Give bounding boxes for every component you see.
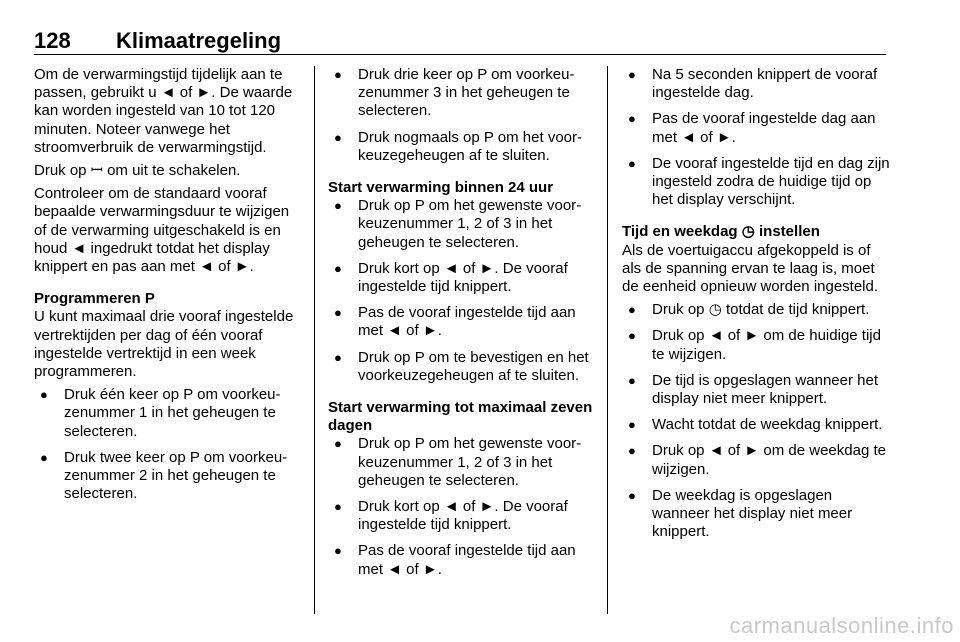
section-heading: Start verwarming binnen 24 uur	[328, 179, 554, 197]
column-1	[34, 66, 302, 511]
bullet-list	[622, 301, 890, 541]
list-item: ● De weekdag is opgeslagen wanneer het display niet meer knippert.	[622, 487, 890, 542]
paragraph: Om de verwarmingstijd tijdelijk aan te passen, gebruikt u ◄ of ►. De waarde kan worden ingesteld van 10 tot 120 minuten. Noteer vanwege het stroomverbruik de verwarmingstijd.	[34, 66, 293, 156]
list-item: ● Druk op ◄ of ► om de weekdag te wijzigen.	[622, 442, 890, 478]
bullet-list	[328, 66, 596, 165]
list-item: ● Druk kort op ◄ of ►. De vooraf ingestelde tijd knippert.	[328, 260, 596, 296]
list-item: ● Druk op P om het gewenste voorkeuzenummer 1, 2 of 3 in het geheugen te selecteren.	[328, 197, 596, 252]
list-item: ● Druk op ◷ totdat de tijd knippert.	[622, 301, 890, 319]
list-item: ● Na 5 seconden knippert de vooraf ingestelde dag.	[622, 66, 890, 102]
list-item: ● De vooraf ingestelde tijd en dag zijn ingesteld zodra de huidige tijd op het display verschijnt.	[622, 155, 890, 210]
chapter-title: Klimaatregeling	[116, 28, 282, 53]
paragraph: Druk op ꟷ om uit te schakelen.	[34, 162, 241, 180]
list-item: ● Druk nogmaals op P om het voorkeuzegeheugen af te sluiten.	[328, 129, 596, 165]
list-item: ● De tijd is opgeslagen wanneer het display niet meer knippert.	[622, 372, 890, 408]
section-heading: Programmeren P	[34, 290, 155, 308]
section-heading: Tijd en weekdag ◷ instellen	[622, 223, 820, 241]
list-item: ● Pas de vooraf ingestelde dag aan met ◄ of ►.	[622, 110, 890, 146]
list-item: ● Druk drie keer op P om voorkeuzenummer 3 in het geheugen te selecteren.	[328, 66, 596, 121]
column-divider	[607, 66, 608, 614]
page-number: 128	[34, 28, 71, 53]
paragraph: U kunt maximaal drie vooraf ingestelde vertrektijden per dag of één vooraf ingestelde vertrektijd in een week programmeren.	[34, 308, 294, 381]
watermark: carmanualsonline.info	[729, 613, 954, 638]
page-header	[34, 18, 886, 55]
list-item: ● Druk op P om het gewenste voorkeuzenummer 1, 2 of 3 in het geheugen te selecteren.	[328, 435, 596, 490]
bullet-list	[622, 66, 890, 209]
list-item: ● Wacht totdat de weekdag knippert.	[622, 416, 890, 434]
list-item: ● Pas de vooraf ingestelde tijd aan met ◄ of ►.	[328, 304, 596, 340]
list-item: ● Pas de vooraf ingestelde tijd aan met ◄ of ►.	[328, 542, 596, 578]
section-heading: Start verwarming tot maximaal zeven dagen	[328, 399, 593, 435]
list-item: ● Druk op P om te bevestigen en het voorkeuzegeheugen af te sluiten.	[328, 349, 596, 385]
bullet-list	[328, 435, 596, 578]
list-item: ● Druk kort op ◄ of ►. De vooraf ingestelde tijd knippert.	[328, 498, 596, 534]
bullet-list	[34, 386, 302, 503]
paragraph: Controleer om de standaard vooraf bepaalde verwarmingsduur te wijzigen of de verwarming uitgeschakeld is en houd ◄ ingedrukt totdat het display knippert en pas aan met ◄ of ►.	[34, 185, 290, 276]
list-item: ● Druk twee keer op P om voorkeuzenummer 2 in het geheugen te selecteren.	[34, 449, 302, 504]
list-item: ● Druk op ◄ of ► om de huidige tijd te wijzigen.	[622, 327, 890, 363]
column-3	[622, 66, 890, 549]
column-divider	[314, 66, 315, 614]
paragraph: Als de voertuigaccu afgekoppeld is of als de spanning ervan te laag is, moet de eenheid opnieuw worden ingesteld.	[622, 241, 879, 296]
list-item: ● Druk één keer op P om voorkeuzenummer 1 in het geheugen te selecteren.	[34, 386, 302, 441]
column-2	[328, 66, 596, 587]
bullet-list	[328, 197, 596, 385]
